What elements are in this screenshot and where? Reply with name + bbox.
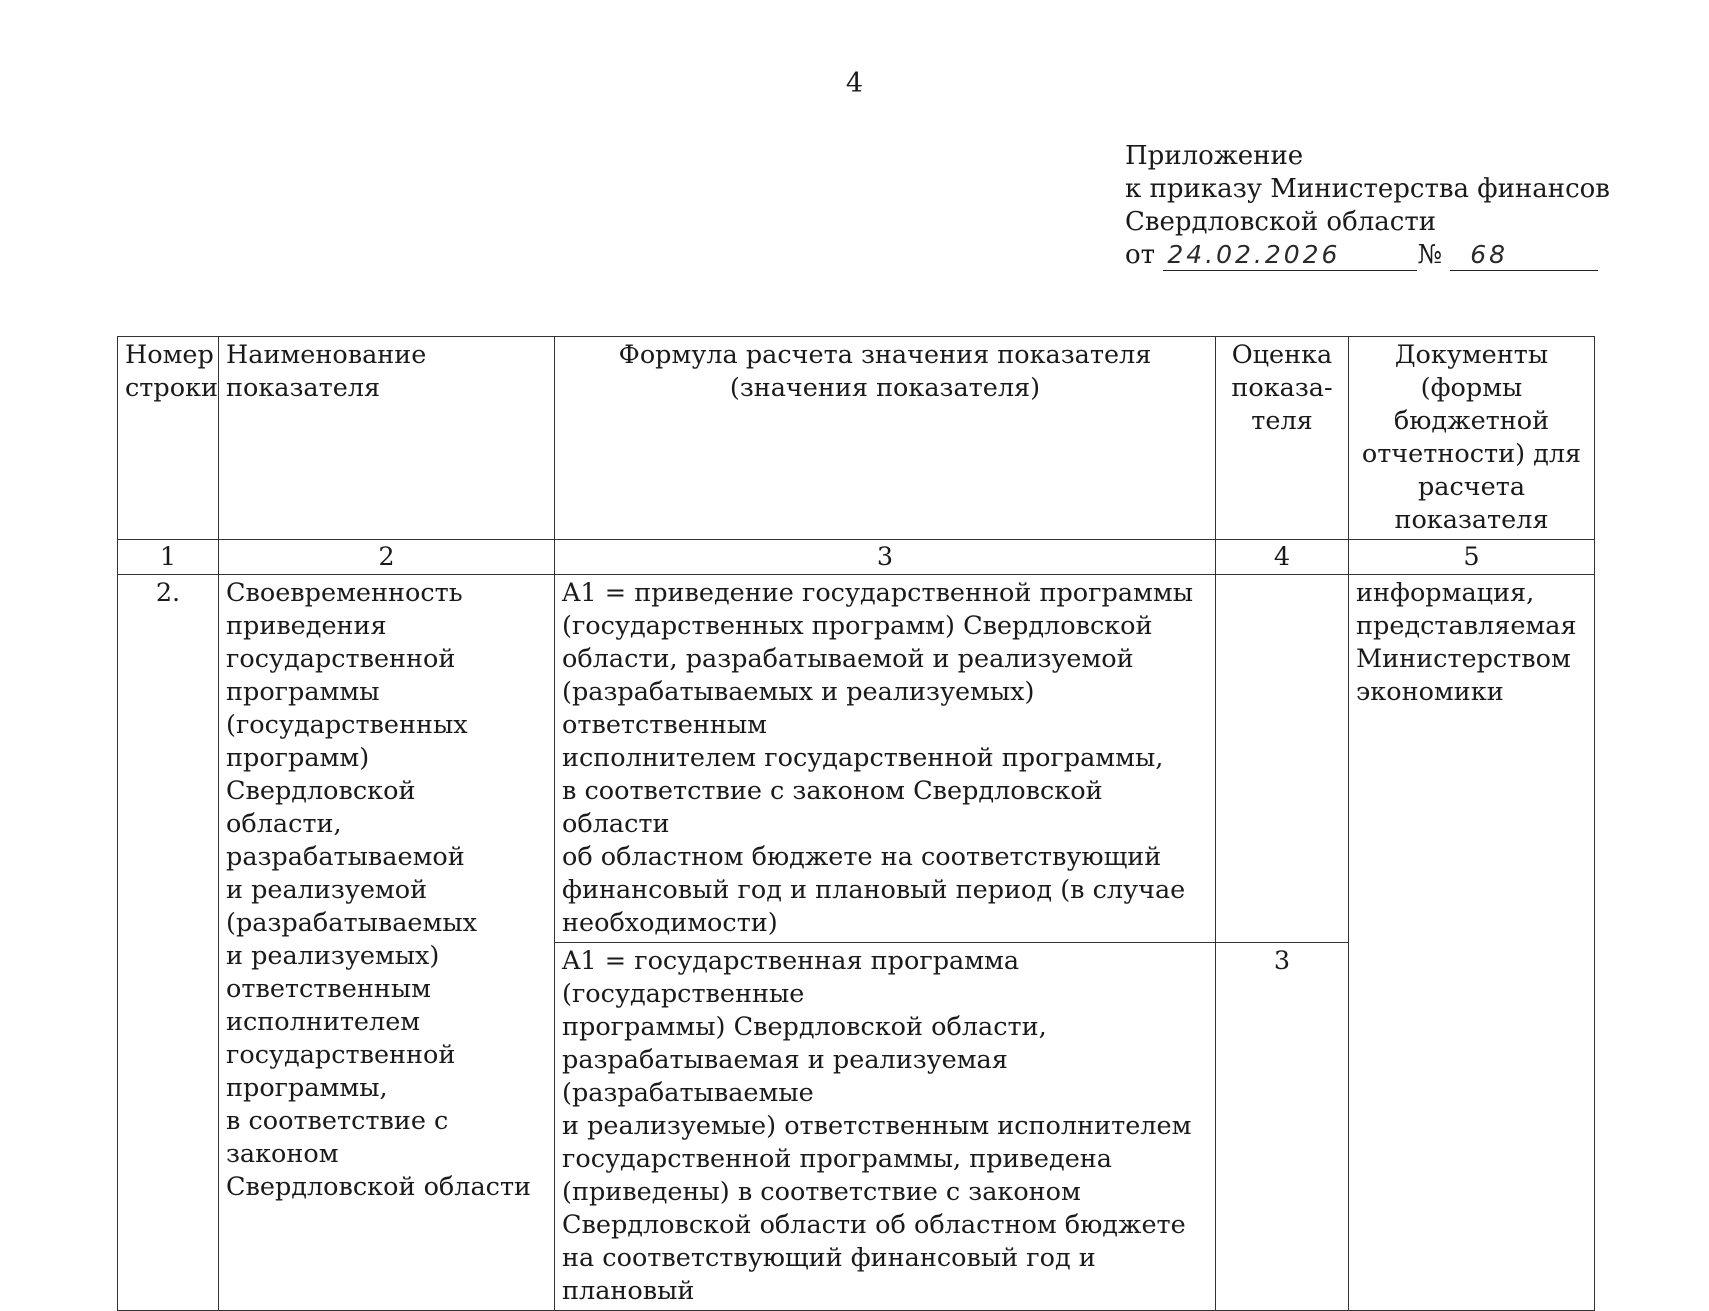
- column-number: 5: [1349, 540, 1595, 575]
- date-prefix: от: [1125, 240, 1156, 270]
- formula-cell: A1 = государственная программа (государственные программы) Свердловской области, разрабатываемая и реализуемая (разрабатываемые и реализуемые) ответственным исполнителем государственной программы, приведена (приведены) в соответствие с законом Свердловской области об областном бюджете на соответствующий финансовый год и плановый: [555, 943, 1216, 1311]
- header-score: Оценка показа- теля: [1216, 337, 1349, 540]
- column-numbers-row: [118, 540, 1595, 575]
- column-number: 1: [118, 540, 219, 575]
- indicator-name: Своевременность приведения государственной программы (государственных программ) Свердловской области, разрабатываемой и реализуемой (разрабатываемых и реализуемых) ответственным исполнителем государственной программы, в соответствие с законом Свердловской области: [219, 575, 555, 1311]
- number-sign: №: [1417, 240, 1442, 270]
- indicators-table: [117, 336, 1595, 1311]
- header-indicator-name: Наименование показателя: [219, 337, 555, 540]
- score-cell: 3: [1216, 943, 1349, 1311]
- header-formula: Формула расчета значения показателя (значения показателя): [555, 337, 1216, 540]
- column-number: 3: [555, 540, 1216, 575]
- handwritten-number: 68: [1470, 240, 1508, 269]
- row-number: 2.: [118, 575, 219, 1311]
- handwritten-date: 24.02.2026: [1167, 240, 1341, 269]
- header-documents: Документы (формы бюджетной отчетности) для расчета показателя: [1349, 337, 1595, 540]
- appendix-region: Свердловской области: [1125, 207, 1437, 237]
- column-number: 2: [219, 540, 555, 575]
- appendix-title: Приложение: [1125, 141, 1304, 171]
- date-field: [1163, 240, 1417, 271]
- header-row-number: Номер строки: [118, 337, 219, 540]
- appendix-order-ref: к приказу Министерства финансов: [1125, 174, 1610, 204]
- table-row: [118, 575, 1595, 943]
- column-number: 4: [1216, 540, 1349, 575]
- formula-cell: A1 = приведение государственной программы (государственных программ) Свердловской области, разрабатываемой и реализуемой (разрабатываемых и реализуемых) ответственным исполнителем государственной программы, в соответствие с законом Свердловской области об областном бюджете на соответствующий финансовый год и плановый период (в случае необходимости): [555, 575, 1216, 943]
- score-cell: [1216, 575, 1349, 943]
- page-number: 4: [845, 68, 864, 99]
- appendix-block: [1125, 140, 1610, 272]
- appendix-date-number: [1125, 239, 1610, 272]
- number-field: [1450, 240, 1598, 271]
- header-row: [118, 337, 1595, 540]
- documents-cell: информация, представляемая Министерством экономики: [1349, 575, 1595, 1311]
